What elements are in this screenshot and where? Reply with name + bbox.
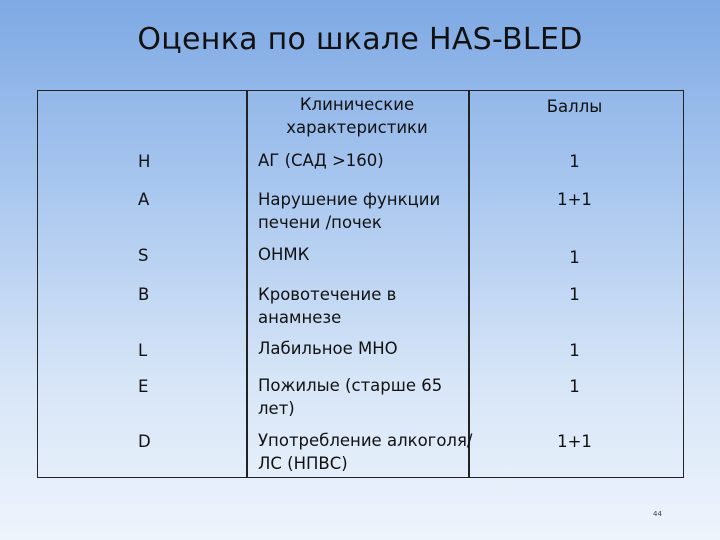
row-characteristic: Нарушение функции печени /почек — [258, 190, 441, 232]
row-points: 1 — [569, 152, 580, 171]
row-letter: A — [138, 190, 150, 209]
row-characteristic: Пожилые (старше 65 лет) — [258, 376, 443, 418]
row-points: 1 — [569, 285, 580, 304]
row-letter: B — [138, 285, 150, 304]
row-characteristic: Кровотечение в анамнезе — [258, 285, 397, 327]
page-number: 44 — [653, 510, 662, 518]
row-points: 1+1 — [557, 432, 592, 451]
row-letter: S — [138, 246, 149, 265]
row-letter: H — [138, 152, 151, 171]
row-characteristic: ОНМК — [258, 245, 310, 264]
column-divider — [246, 91, 248, 477]
row-points: 1 — [569, 248, 580, 267]
row-points: 1 — [569, 377, 580, 396]
header-points: Баллы — [546, 97, 603, 116]
row-points: 1+1 — [557, 190, 592, 209]
row-letter: L — [138, 341, 148, 360]
row-characteristic: АГ (САД >160) — [258, 151, 384, 170]
row-points: 1 — [569, 341, 580, 360]
header-characteristics: Клинические характеристики — [286, 95, 428, 137]
row-characteristic: Употребление алкоголя/ЛС (НПВС) — [258, 431, 473, 473]
row-letter: E — [138, 377, 149, 396]
row-characteristic: Лабильное МНО — [258, 339, 398, 358]
slide-title: Оценка по шкале HAS-BLED — [137, 22, 583, 57]
has-bled-table — [37, 90, 684, 478]
row-letter: D — [138, 432, 151, 451]
